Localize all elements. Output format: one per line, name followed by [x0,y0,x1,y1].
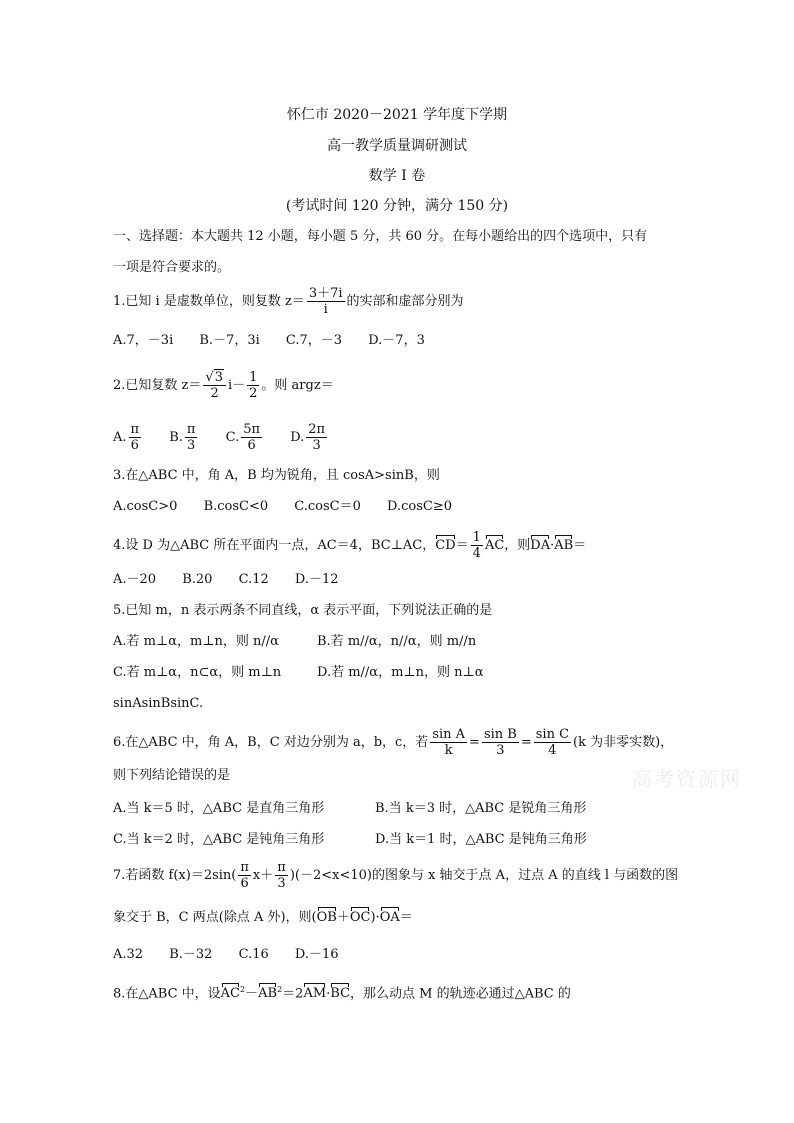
q5-option-a[interactable]: A.若 m⊥α，m⊥n，则 n//α [113,634,279,649]
q8-minus: － [245,986,259,1002]
q8-stem-post: ，那么动点 M 的轨迹必通过△ABC 的 [350,986,571,1002]
vector-oa: OA [380,906,400,925]
vector-ab: AB [554,534,573,553]
question-4-options [113,572,361,588]
q1-stem-post: 的实部和虚部分别为 [346,294,464,309]
q3-option-d[interactable]: D.cosC≥0 [387,499,453,514]
q7-option-b[interactable]: B.－32 [169,947,213,962]
sqrt-symbol: √ [205,370,214,385]
question-7 [113,860,678,891]
q1-option-a[interactable]: A.7，－3i [113,333,174,348]
q2-stem-pre: 2.已知复数 z＝ [113,378,202,393]
vector-ab-q8: AB [258,982,277,1001]
q3-option-a[interactable]: A.cosC>0 [113,499,178,514]
q8-stem-pre: 8.在△ABC 中，设 [113,986,221,1002]
q1-fraction [307,286,345,317]
q6-fraction-3: $\frac{\text{sin C}}{4}$ [535,727,570,758]
q1-numerator: 3＋7i [308,286,343,301]
q6-option-a[interactable]: A.当 k＝5 时，△ABC 是直角三角形 [113,801,325,816]
q8-square-1: 2 [240,985,246,994]
q2-option-c[interactable]: C. $\frac{5\pi}{6}$ [225,422,261,453]
q7-close: )· [370,910,380,925]
q4-stem-pre: 4.设 D 为△ABC 所在平面内一点，AC＝4，BC⊥AC， [113,538,436,553]
q6-stem-pre: 6.在△ABC 中，角 A，B，C 对边分别为 a，b，c，若 [113,735,429,750]
question-6: 6.在△ABC 中，角 A，B，C 对边分别为 a，b，c，若 $\frac{\text{sin A}}{k}$ = $\frac{\text{sin B}}{3}$ = $\frac{\text{sin C}}{4}$ (k 为非零实数)， [113,727,674,758]
exam-time-note: (考试时间 120 分钟，满分 150 分) [285,198,509,214]
q4-option-c[interactable]: C.12 [238,572,269,587]
stray-text: sinAsinBsinC. [113,696,204,711]
vector-bc: BC [330,982,350,1001]
question-7-line2 [113,906,413,926]
q7-option-d[interactable]: D.－16 [294,947,339,962]
q1-option-b[interactable]: B.－7，3i [199,333,260,348]
section-instructions-line1: 一、选择题：本大题共 12 小题，每小题 5 分，共 60 分。在每小题给出的四个选项中，只有 [113,229,648,244]
q2-numerator-2: 1 [249,370,258,385]
vector-ob: OB [317,906,337,925]
q5-option-b[interactable]: B.若 m//α，n//α，则 m//n [317,634,477,649]
q4-fraction [471,530,483,561]
q7-line2-pre: 象交于 B，C 两点(除点 A 外)，则( [113,910,317,925]
q4-stem-mid: ，则 [504,538,531,553]
q4-numerator: 1 [472,530,481,545]
q1-denominator: i [323,302,328,317]
q7-option-c[interactable]: C.16 [238,947,269,962]
exam-region-title: 怀仁市 2020－2021 学年度下学期 [286,107,508,123]
q2-fraction-1 [203,370,226,401]
question-3-options [113,499,474,515]
q1-option-d[interactable]: D.－7，3 [368,333,425,348]
q7-fraction-1: $\frac{\pi}{6}$ [240,860,249,891]
q2-option-a[interactable]: A. $\frac{\pi}{6}$ [113,422,140,453]
q6-fraction-1: $\frac{\text{sin A}}{k}$ [432,727,466,758]
paper-name: 数学 I 卷 [368,168,426,184]
q8-dot: · [326,986,331,1002]
vector-da: DA [530,534,550,553]
q4-option-b[interactable]: B.20 [182,572,213,587]
vector-ac: AC [485,534,504,553]
q7-plus: ＋ [336,910,350,925]
q2-fraction-2 [247,370,259,401]
q6-option-b[interactable]: B.当 k＝3 时，△ABC 是锐角三角形 [375,801,587,816]
question-6-line2: 则下列结论错误的是 [113,768,231,783]
q2-denominator-2: 2 [249,386,258,401]
q5-option-d[interactable]: D.若 m//α，m⊥n，则 n⊥α [317,665,484,680]
question-8 [113,982,571,1002]
q1-stem-pre: 1.已知 i 是虚数单位，则复数 z＝ [113,294,305,309]
q4-stem-post: ＝ [573,538,587,553]
question-3: 3.在△ABC 中，角 A，B 均为锐角，且 cosA>sinB，则 [113,468,440,483]
q6-option-c[interactable]: C.当 k＝2 时，△ABC 是钝角三角形 [113,832,325,847]
question-5-options-ab [113,634,476,650]
q2-radicand: 3 [214,370,223,385]
question-7-options [113,947,361,963]
q3-option-c[interactable]: C.cosC＝0 [294,499,361,514]
q4-option-d[interactable]: D.－12 [294,572,339,587]
q6-stem-post: (k 为非零实数)， [573,735,674,750]
q7-line2-post: ＝ [399,910,413,925]
question-6-options-ab [113,801,586,817]
question-1 [113,286,464,317]
q2-denominator-1: 2 [210,386,219,401]
exam-subtitle: 高一教学质量调研测试 [327,138,467,154]
q2-stem-mid: i－ [227,378,246,393]
vector-cd: CD [435,534,455,553]
q6-option-d[interactable]: D.当 k＝1 时，△ABC 是钝角三角形 [375,832,587,847]
question-5-options-cd [113,665,484,681]
q7-stem-mid: x＋ [252,868,274,883]
q4-dot: · [550,538,555,553]
q3-option-b[interactable]: B.cosC<0 [203,499,269,514]
q8-square-2: 2 [277,985,283,994]
question-2-options [113,422,351,453]
q7-option-a[interactable]: A.32 [113,947,144,962]
watermark-logo: 高考资源网 [632,767,742,791]
question-6-options-cd [113,832,587,848]
q2-option-b[interactable]: B. $\frac{\pi}{3}$ [169,422,196,453]
q7-fraction-2: $\frac{\pi}{3}$ [277,860,286,891]
question-4 [113,530,586,561]
q2-option-d[interactable]: D. $\frac{2\pi}{3}$ [290,422,326,453]
q7-stem-post: )(－2<x<10)的图象与 x 轴交于点 A，过点 A 的直线 l 与函数的图 [289,868,679,883]
q4-equals: ＝ [455,538,469,553]
q5-option-c[interactable]: C.若 m⊥α，n⊂α，则 m⊥n [113,665,282,680]
q1-option-c[interactable]: C.7，－3 [285,333,343,348]
vector-am: AM [303,982,326,1001]
q4-denominator: 4 [472,546,481,561]
q2-stem-post: 。则 argz＝ [261,378,334,393]
q8-equals: ＝2 [282,986,304,1002]
q7-stem-pre: 7.若函数 f(x)＝2sin( [113,868,237,883]
section-instructions-line2: 一项是符合要求的。 [113,260,231,275]
q4-option-a[interactable]: A.－20 [113,572,157,587]
vector-oc: OC [350,906,371,925]
question-2 [113,370,334,401]
question-5: 5.已知 m，n 表示两条不同直线，α 表示平面，下列说法正确的是 [113,603,493,618]
q6-fraction-2: $\frac{\text{sin B}}{3}$ [483,727,517,758]
vector-ac-q8: AC [221,982,240,1001]
question-1-options [113,333,447,349]
